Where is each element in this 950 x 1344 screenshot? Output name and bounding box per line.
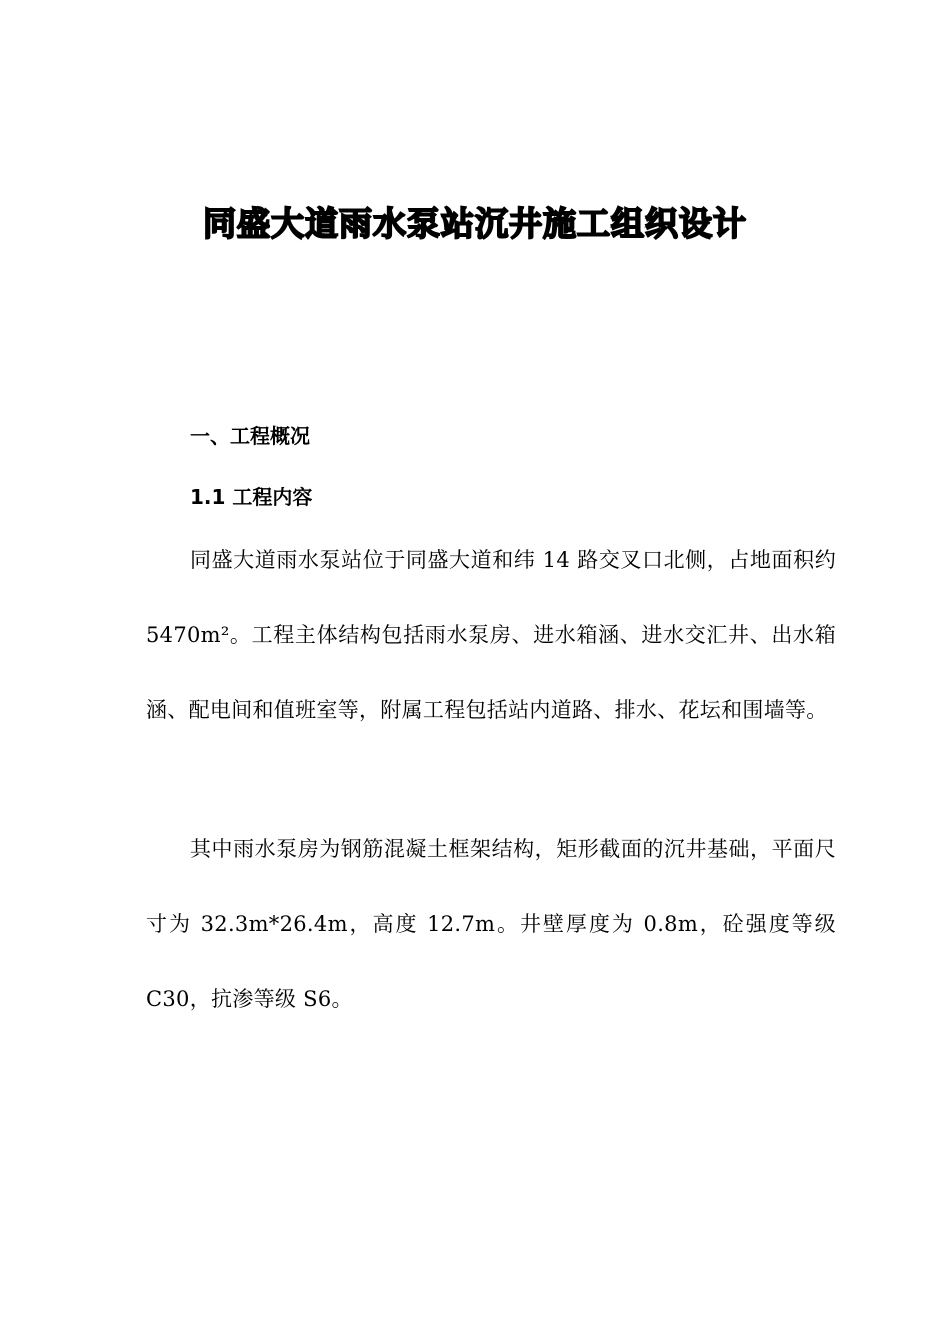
- paragraph-pump-house-structure: 其中雨水泵房为钢筋混凝土框架结构，矩形截面的沉井基础，平面尺寸为 32.3m*26.4m，高度 12.7m。井壁厚度为 0.8m，砼强度等级 C30，抗渗等级 S6。: [146, 837, 836, 1011]
- paragraph-project-content: 同盛大道雨水泵站位于同盛大道和纬 14 路交叉口北侧，占地面积约 5470m²。工程主体结构包括雨水泵房、进水箱涵、进水交汇井、出水箱涵、配电间和值班室等，附属工程包括站内道路、排水、花坛和围墙等。: [146, 548, 836, 722]
- document-title: 同盛大道雨水泵站沉井施工组织设计: [203, 204, 747, 243]
- subsection-heading: 1.1 工程内容: [190, 485, 313, 509]
- section-heading: 一、工程概况: [190, 424, 310, 448]
